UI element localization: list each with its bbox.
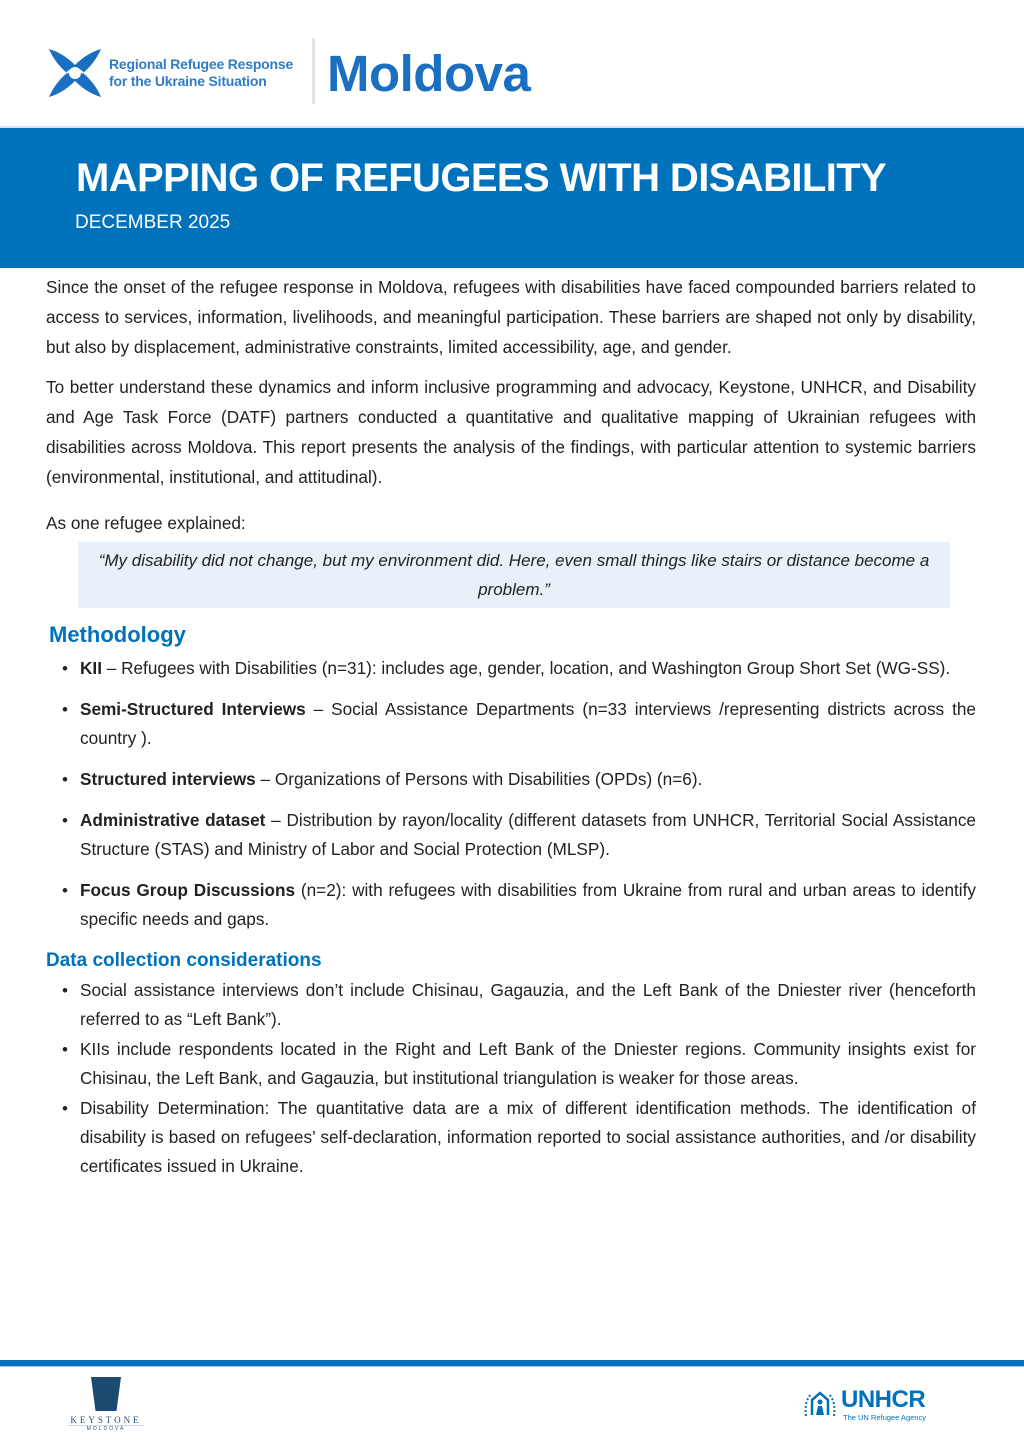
refugee-quote: “My disability did not change, but my environment did. Here, even small things like stairs or distance become a problem.” <box>78 542 950 608</box>
keystone-name: KEYSTONE <box>70 1415 142 1425</box>
methodology-item: • Focus Group Discussions (n=2): with refugees with disabilities from Ukraine from rural and urban areas to identify specific needs and gaps. <box>46 876 976 934</box>
footer-divider <box>0 1360 1024 1367</box>
unhcr-tagline: The UN Refugee Agency <box>843 1413 926 1422</box>
methodology-heading: Methodology <box>49 622 186 647</box>
keystone-subtitle: MOLDOVA <box>68 1425 144 1432</box>
page-header <box>0 0 1024 125</box>
data-collection-list <box>46 976 976 1181</box>
intro-paragraph-2: To better understand these dynamics and inform inclusive programming and advocacy, Keystone, UNHCR, and Disability and Age Task Force (DATF) partners conducted a quantitative and qualitative mapping of Ukrainian refugees with disabilities across Moldova. This report presents the analysis of the findings, with particular attention to systemic barriers (environmental, institutional, and attitudinal). <box>46 377 976 487</box>
data-collection-heading: Data collection considerations <box>46 950 322 971</box>
bullet-icon: • <box>62 881 68 900</box>
bullet-icon: • <box>62 770 68 789</box>
methodology-item: • KII – Refugees with Disabilities (n=31): includes age, gender, location, and Washington Group Short Set (WG-SS). <box>46 654 976 683</box>
bullet-icon: • <box>62 1099 68 1118</box>
quote-lead: As one refugee explained: <box>46 513 246 533</box>
document-title: MAPPING OF REFUGEES WITH DISABILITY <box>76 156 887 200</box>
unhcr-emblem-icon <box>803 1388 837 1418</box>
main-content <box>46 272 976 1182</box>
header-divider <box>312 38 315 104</box>
methodology-list <box>46 654 976 934</box>
consideration-item: • Social assistance interviews don’t include Chisinau, Gagauzia, and the Left Bank of the Dniester river (henceforth referred to as “Left Bank”). <box>46 976 976 1034</box>
country-name: Moldova <box>327 45 531 102</box>
bullet-icon: • <box>62 981 68 1000</box>
bullet-icon: • <box>62 700 68 719</box>
consideration-item: • KIIs include respondents located in the Right and Left Bank of the Dniester regions. Community insights exist for Chisinau, the Left Bank, and Gagauzia, but institutional triangulation is weaker for those areas. <box>46 1035 976 1093</box>
bullet-icon: • <box>62 659 68 678</box>
logo-line-1: Regional Refugee Response <box>109 56 294 72</box>
methodology-item: • Semi-Structured Interviews – Social Assistance Departments (n=33 interviews /representing districts across the country ). <box>46 695 976 753</box>
unhcr-name: UNHCR <box>841 1386 926 1413</box>
logo-line-2: for the Ukraine Situation <box>109 73 267 89</box>
keystone-emblem-icon <box>91 1377 121 1411</box>
methodology-item: • Structured interviews – Organizations of Persons with Disabilities (OPDs) (n=6). <box>46 765 976 794</box>
keystone-logo <box>68 1377 144 1439</box>
bullet-icon: • <box>62 811 68 830</box>
document-date: DECEMBER 2025 <box>75 212 231 233</box>
regional-response-logo-icon <box>45 43 105 103</box>
methodology-item: • Administrative dataset – Distribution by rayon/locality (different datasets from UNHCR, Territorial Social Assistance Structure (STAS) and Ministry of Labor and Social Protection (MLSP). <box>46 806 976 864</box>
title-banner <box>0 126 1024 268</box>
consideration-item: • Disability Determination: The quantitative data are a mix of different identification methods. The identification of disability is based on refugees’ self-declaration, information reported to social assistance authorities, and /or disability certificates issued in Ukraine. <box>46 1094 976 1181</box>
regional-response-logo-text <box>109 56 293 90</box>
intro-paragraph-1: Since the onset of the refugee response in Moldova, refugees with disabilities have faced compounded barriers related to access to services, information, livelihoods, and meaningful participation. These barriers are shaped not only by disability, but also by displacement, administrative constraints, limited accessibility, age, and gender. <box>46 277 976 357</box>
bullet-icon: • <box>62 1040 68 1059</box>
